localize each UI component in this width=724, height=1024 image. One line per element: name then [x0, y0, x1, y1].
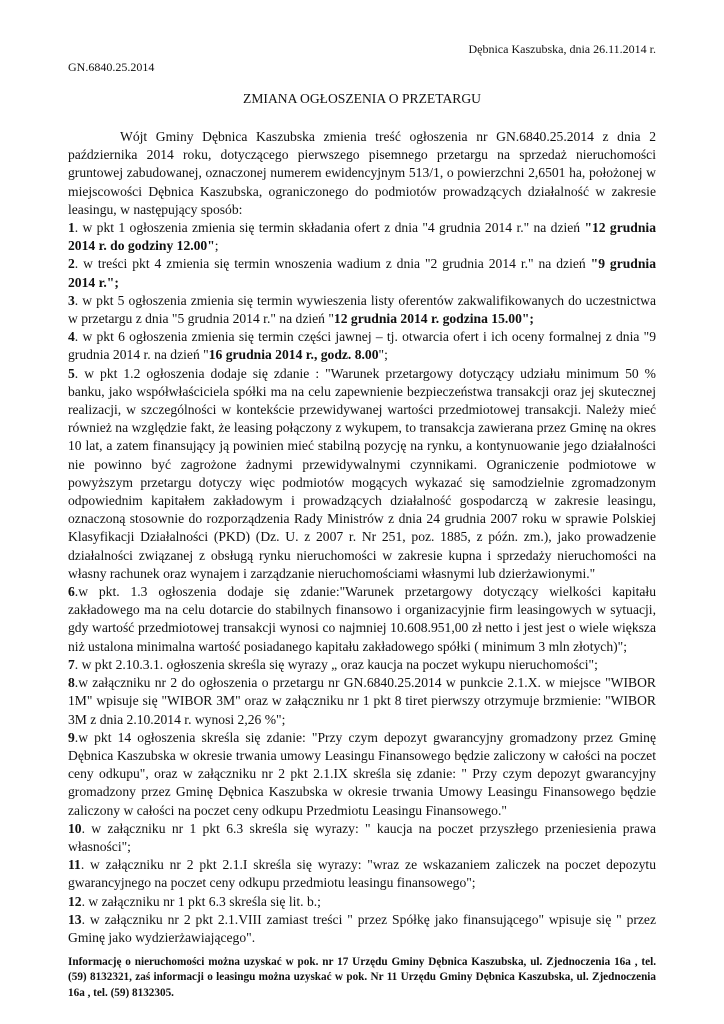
item-text: . w pkt 5 ogłoszenia zmienia się termin wywieszenia listy oferentów zakwalifikowanych do uczestnictwa w przetargu z dnia "5 grudnia 2014 r." na dzień " [68, 292, 656, 327]
item-text: .w załączniku nr 2 do ogłoszenia o przetargu nr GN.6840.25.2014 w punkcie 2.1.X. w miejsce "WIBOR 1M" wpisuje się "WIBOR 3M" oraz w załączniku nr 1 pkt 8 tiret pierwszy otrzymuje brzmienie: "WIBOR 3M z dnia 2.10.2014 r. wynosi 2,26 %"; [68, 675, 656, 727]
item-number: 11 [68, 857, 81, 873]
item-text: . w załączniku nr 2 pkt 2.1.I skreśla się wyrazy: "wraz ze wskazaniem zaliczek na poczet depozytu gwarancyjnego na poczet ceny odkupu przedmiotu leasingu finansowego"; [68, 857, 656, 891]
list-item-10 [68, 820, 656, 856]
contact-info-footer: Informację o nieruchomości można uzyskać w pok. nr 17 Urzędu Gminy Dębnica Kaszubska, ul. Zjednoczenia 16a , tel. (59) 8132321, zaś informacji o leasingu można uzyskać w pok. Nr 11 Urzędu Gminy Dębnica Kaszubska, ul. Zjednoczenia 16a , tel. (59) 8132305. [68, 956, 656, 999]
item-number: 13 [68, 911, 82, 927]
document-title: ZMIANA OGŁOSZENIA O PRZETARGU [243, 91, 481, 106]
item-text: . w pkt 6 ogłoszenia zmienia się termin części jawnej – tj. otwarcia ofert i ich oceny formalnej z dnia "9 grudnia 2014 r. na dzień " [68, 329, 656, 363]
item-emphasis: "12 grudnia 2014 r. do godziny 12.00" [68, 220, 656, 254]
item-emphasis: 12 grudnia 2014 r. godzina 15.00"; [333, 311, 534, 327]
list-item-1 [68, 219, 656, 255]
list-item-12 [68, 893, 656, 911]
list-item-4 [68, 328, 656, 364]
item-text: .w pkt 14 ogłoszenia skreśla się zdanie: "Przy czym depozyt gwarancyjny gromadzony przez Gminę Dębnica Kaszubska w okresie trwania umowy Leasingu Finansowego będzie zaliczony w całości na poczet ceny odkupu", oraz w załączniku nr 2 pkt 2.1.IX skreśla się zdanie: " Przy czym depozyt gwarancyjny gromadzony przez Gminę Dębnica Kaszubska w okresie trwania Umowy Leasingu Finansowego będzie zaliczony w całości na poczet ceny odkupu Przedmiotu Leasingu Finansowego." [68, 729, 656, 818]
reference-number: GN.6840.25.2014 [68, 60, 155, 74]
intro-paragraph: Wójt Gminy Dębnica Kaszubska zmienia treść ogłoszenia nr GN.6840.25.2014 z dnia 2 października 2014 roku, dotyczącego pierwszego pisemnego przetargu na sprzedaż nieruchomości gruntowej zabudowanej, oznaczonej numerem ewidencyjnym 513/1, o powierzchni 2,6501 ha, położonej w miejscowości Dębnica Kaszubska, ograniczonego do podmiotów prowadzących działalność w zakresie leasingu, w następujący sposób: [68, 129, 656, 217]
item-text: . w pkt 1.2 ogłoszenia dodaje się zdanie : "Warunek przetargowy dotyczący udziału minimum 50 % banku, jako współwłaściciela spółki ma na celu zapewnienie bezpieczeństwa transakcji oraz jej skutecznej realizacji, w szczególności w kontekście przewidywanej wartości przedmiotowej transakcji. Należy mieć również na względzie fakt, że leasing połączony z wykupem, to transakcja zawierana przez Gminę na okres 10 lat, a zatem finansujący ją powinien mieć stabilną pozycję na rynku, a kontynuowanie jego działalności nie powinno być zagrożone żadnymi przewidywalnymi czynnikami. Ograniczenie podmiotowe w powyższym przetargu dotyczy więc podmiotów mogących wykazać się samodzielnie zgromadzonym odpowiednim kapitałem zakładowym i prowadzących działalność gospodarczą w zakresie leasingu, oznaczoną stosownie do rozporządzenia Rady Ministrów z dnia 24 grudnia 2007 roku w sprawie Polskiej Klasyfikacji Działalności (PKD) (Dz. U. z 2007 r. Nr 251, poz. 1885, z późn. zm.), jako prowadzenie działalności związanej z obsługą rynku nieruchomości w zakresie kupna i sprzedaży nieruchomości na własny rachunek oraz wynajem i zarządzanie nieruchomościami własnymi lub dzierżawionymi." [68, 365, 656, 581]
item-end: "; [378, 347, 388, 363]
place-date: Dębnica Kaszubska, dnia 26.11.2014 r. [468, 42, 656, 56]
list-item-6 [68, 583, 656, 656]
item-emphasis: "9 grudnia 2014 r."; [68, 256, 656, 290]
item-number: 2 [68, 256, 75, 272]
item-text: . w pkt 2.10.3.1. ogłoszenia skreśla się wyrazy „ oraz kaucja na poczet wykupu nieruchomości"; [74, 656, 598, 672]
list-item-5 [68, 365, 656, 583]
item-number: 1 [68, 220, 75, 236]
item-text: .w pkt. 1.3 ogłoszenia dodaje się zdanie:"Warunek przetargowy dotyczący wielkości kapitału zakładowego ma na celu dotarcie do stabilnych finansowo i organizacyjnie firm leasingowych w sytuacji, gdy wartość przedmiotowej transakcji wynosi co najmniej 10.608.951,00 zł netto i jest jest o wiele większa niż ustalona minimalna wartość posiadanego kapitału zakładowego spółki ( minimum 3 mln złotych)"; [68, 584, 656, 654]
list-item-2 [68, 255, 656, 291]
item-number: 8 [68, 675, 75, 691]
item-number: 3 [68, 292, 75, 308]
item-number: 12 [68, 893, 82, 909]
item-number: 5 [68, 365, 75, 381]
item-number: 7 [68, 656, 75, 672]
list-item-3 [68, 292, 656, 328]
item-number: 4 [68, 329, 75, 345]
list-item-13 [68, 911, 656, 947]
item-text: . w treści pkt 4 zmienia się termin wnoszenia wadium z dnia "2 grudnia 2014 r." na dzień [74, 256, 591, 272]
item-number: 10 [68, 820, 82, 836]
item-emphasis: 16 grudnia 2014 r., godz. 8.00 [208, 347, 379, 363]
list-item-8 [68, 674, 656, 729]
item-number: 6 [68, 584, 75, 600]
item-text: . w załączniku nr 2 pkt 2.1.VIII zamiast treści " przez Spółkę jako finansującego" wpisuje się " przez Gminę jako wydzierżawiającego". [68, 911, 656, 945]
list-item-9 [68, 729, 656, 820]
item-text: . w pkt 1 ogłoszenia zmienia się termin składania ofert z dnia "4 grudnia 2014 r." na dzień [74, 220, 585, 236]
item-end: ; [214, 238, 219, 254]
item-text: . w załączniku nr 1 pkt 6.3 skreśla się lit. b.; [81, 893, 321, 909]
item-text: . w załączniku nr 1 pkt 6.3 skreśla się wyrazy: " kaucja na poczet przyszłego przeniesienia prawa własności"; [68, 820, 656, 854]
document-body [68, 128, 656, 947]
list-item-11 [68, 856, 656, 892]
item-number: 9 [68, 729, 75, 745]
list-item-7 [68, 656, 656, 674]
